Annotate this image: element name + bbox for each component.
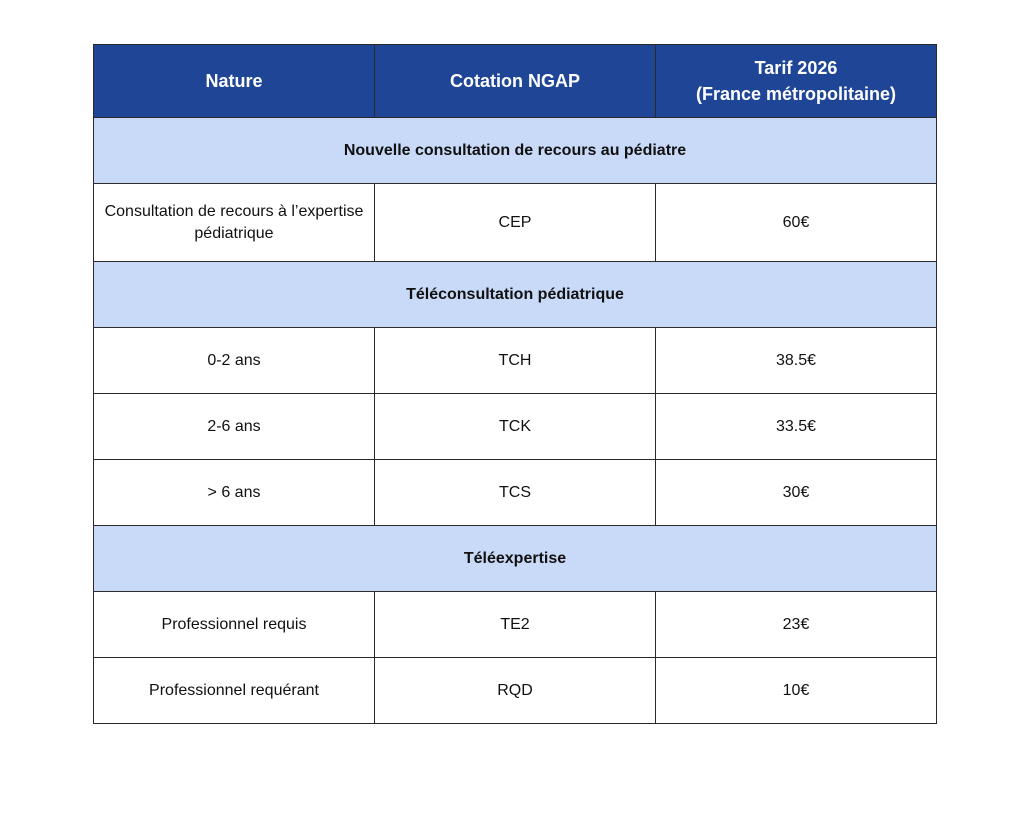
section-title: Téléexpertise [94, 526, 937, 592]
table-row [94, 658, 937, 724]
cell-code: CEP [375, 184, 656, 262]
cell-code: TCS [375, 460, 656, 526]
cell-tarif: 30€ [656, 460, 937, 526]
cell-nature: > 6 ans [94, 460, 375, 526]
cell-tarif: 60€ [656, 184, 937, 262]
cell-code: RQD [375, 658, 656, 724]
section-row [94, 526, 937, 592]
section-title: Nouvelle consultation de recours au pédiatre [94, 118, 937, 184]
cell-tarif: 33.5€ [656, 394, 937, 460]
cell-nature: 0-2 ans [94, 328, 375, 394]
tariff-table [93, 44, 937, 724]
section-row [94, 118, 937, 184]
header-row [94, 45, 937, 118]
cell-tarif: 38.5€ [656, 328, 937, 394]
cell-nature: Professionnel requérant [94, 658, 375, 724]
section-title: Téléconsultation pédiatrique [94, 262, 937, 328]
header-tarif-line2: (France métropolitaine) [695, 84, 897, 104]
section-row [94, 262, 937, 328]
table-row [94, 592, 937, 658]
cell-code: TCH [375, 328, 656, 394]
cell-nature: 2-6 ans [94, 394, 375, 460]
header-nature: Nature [94, 45, 375, 118]
table-row [94, 394, 937, 460]
table-row [94, 460, 937, 526]
cell-nature: Consultation de recours à l’expertise pédiatrique [94, 184, 375, 262]
table-row [94, 184, 937, 262]
cell-tarif: 10€ [656, 658, 937, 724]
cell-nature: Professionnel requis [94, 592, 375, 658]
header-cotation: Cotation NGAP [375, 45, 656, 118]
header-tarif-line1: Tarif 2026 [754, 58, 838, 78]
cell-code: TE2 [375, 592, 656, 658]
table-row [94, 328, 937, 394]
cell-code: TCK [375, 394, 656, 460]
header-tarif [656, 45, 937, 118]
cell-tarif: 23€ [656, 592, 937, 658]
